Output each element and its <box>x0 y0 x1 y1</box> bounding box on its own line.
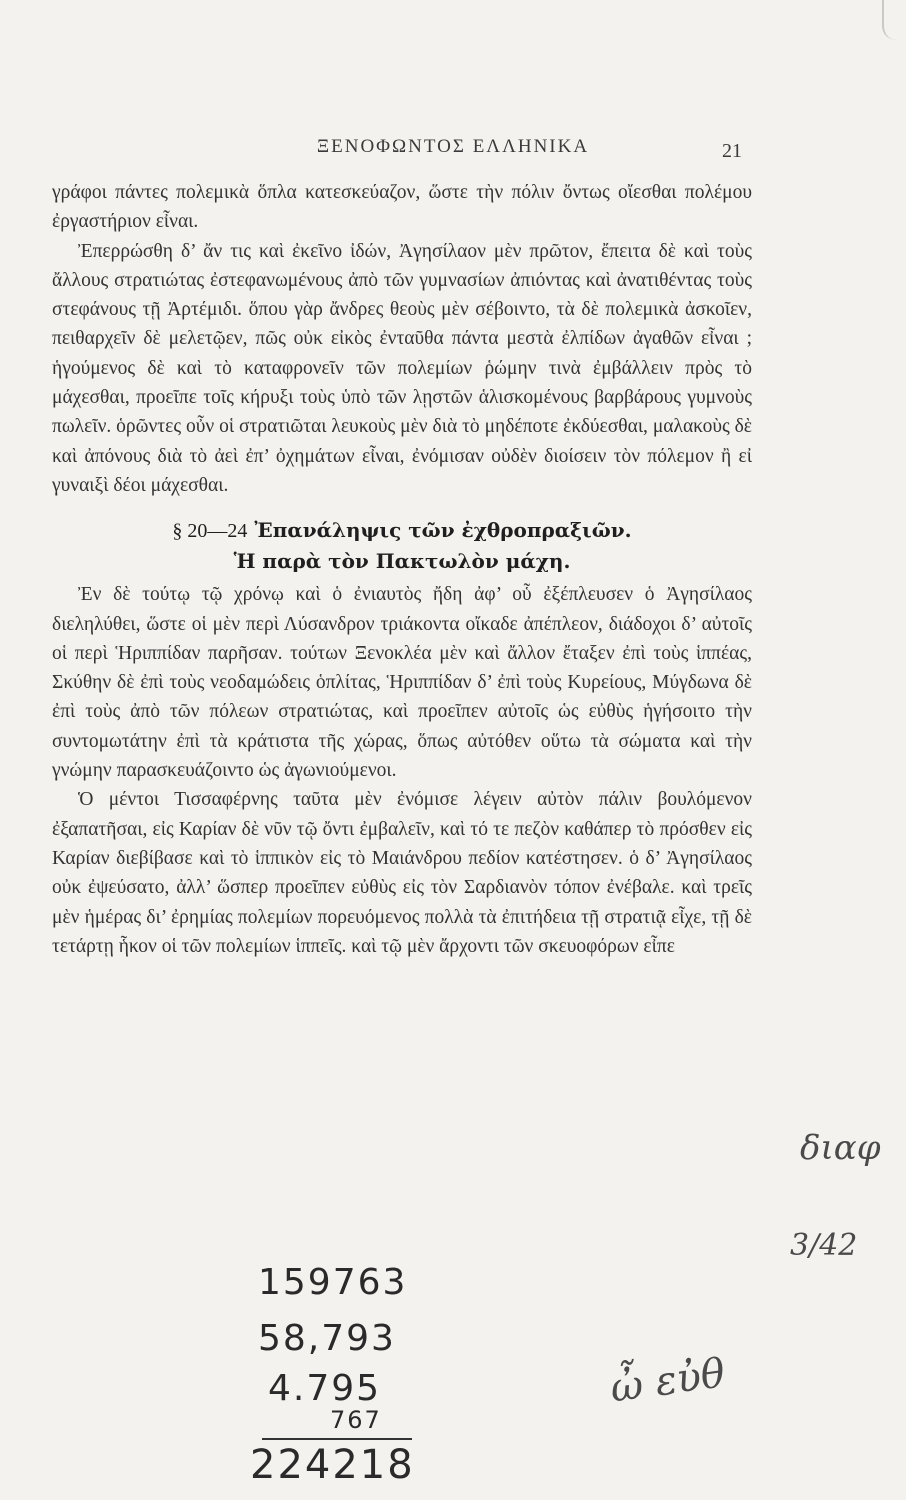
handwritten-sum-line: 767 <box>330 1406 382 1434</box>
paragraph: Ἐπερρώσθη δ’ ἄν τις καὶ ἐκεῖνο ἰδών, Ἀγησίλαον μὲν πρῶτον, ἔπειτα δὲ καὶ τοὺς ἄλλους στρατιώτας ἐστεφανωμένους ἀπὸ τῶν γυμνασίων ἀπιόντας καὶ ἀνατιθέντας τοὺς στεφάνους τῇ Ἀρτέμιδι. ὅπου γὰρ ἄνδρες θεοὺς μὲν σέβοιντο, τὰ δὲ πολεμικὰ ἀσκοῖεν, πειθαρχεῖν δὲ μελετῷεν, πῶς οὐκ εἰκὸς ἐνταῦθα πάντα μεστὰ ἐλπίδων ἀγαθῶν εἶναι ; ἡγούμενος δὲ καὶ τὸ καταφρονεῖν τῶν πολεμίων ῥώμην τινὰ ἐμβάλλειν πρὸς τὸ μάχεσθαι, προεῖπε τοῖς κήρυξι τοὺς ὑπὸ τῶν λῃστῶν ἁλισκομένους βαρβάρους γυμνοὺς πωλεῖν. ὁρῶντες οὖν οἱ στρατιῶται λευκοὺς μὲν διὰ τὸ μηδέποτε ἐκδύεσθαι, μαλακοὺς δὲ καὶ ἀπόνους διὰ τὸ ἀεὶ ἐπ’ ὀχημάτων εἶναι, ἐνόμισαν οὐδὲν διοίσειν τὸν πόλεμον ἢ εἰ γυναιξὶ δέοι μάχεσθαι. <box>52 240 752 496</box>
handwritten-sum-line: 58,793 <box>258 1318 396 1359</box>
handwritten-margin-word: διαφ <box>800 1128 881 1168</box>
main-text <box>52 178 752 961</box>
section-title-line2: Ἡ παρὰ τὸν Πακτωλὸν μάχη. <box>233 549 571 574</box>
handwritten-sum-rule <box>262 1438 412 1440</box>
running-title: ΞΕΝΟΦΩΝΤΟΣ ΕΛΛΗΝΙΚΑ <box>316 136 590 157</box>
page-corner-stain <box>882 0 906 40</box>
section-heading <box>52 515 752 576</box>
handwritten-scrawl: ὦ εὐθ <box>607 1350 728 1412</box>
page-number: 21 <box>722 140 742 162</box>
section-number: § 20—24 <box>172 520 248 543</box>
handwritten-sum-total: 224218 <box>250 1442 415 1488</box>
handwritten-sum-line: 4.795 <box>268 1368 382 1409</box>
section-title-line1: Ἐπανάληψις τῶν ἐχθροπραξιῶν. <box>254 518 632 543</box>
paragraph-continuation: γράφοι πάντες πολεμικὰ ὅπλα κατεσκεύαζον, ὥστε τὴν πόλιν ὄντως οἴεσθαι πολέμου ἐργαστήριον εἶναι. <box>52 182 752 233</box>
paragraph: Ὁ μέντοι Τισσαφέρνης ταῦτα μὲν ἐνόμισε λέγειν αὐτὸν πάλιν βουλόμενον ἐξαπατῆσαι, εἰς Καρίαν δὲ νῦν τῷ ὄντι ἐμβαλεῖν, καὶ τό τε πεζὸν καθάπερ τὸ πρόσθεν εἰς Καρίαν διεβίβασε καὶ τὸ ἱππικὸν εἰς τὸ Μαιάνδρου πεδίον κατέστησεν. ὁ δ’ Ἀγησίλαος οὐκ ἐψεύσατο, ἀλλ’ ὥσπερ προεῖπεν εὐθὺς εἰς τὸν Σαρδιανὸν τόπον ἐνέβαλε. καὶ τρεῖς μὲν ἡμέρας δι’ ἐρημίας πολεμίων πορευόμενος πολλὰ τὰ ἐπιτήδεια τῇ στρατιᾷ εἶχε, τῇ δὲ τετάρτῃ ἧκον οἱ τῶν πολεμίων ἱππεῖς. καὶ τῷ μὲν ἄρχοντι τῶν σκευοφόρων εἶπε <box>52 789 752 957</box>
paragraph: Ἐν δὲ τούτῳ τῷ χρόνῳ καὶ ὁ ἐνιαυτὸς ἤδη ἀφ’ οὗ ἐξέπλευσεν ὁ Ἀγησίλαος διεληλύθει, ὥστε οἱ μὲν περὶ Λύσανδρον τριάκοντα οἴκαδε ἀπέπλεον, διάδοχοι δ’ αὐτοῖς οἱ περὶ Ἡριππίδαν παρῆσαν. τούτων Ξενοκλέα μὲν καὶ ἄλλον ἔταξεν ἐπὶ τοὺς ἱππέας, Σκύθην δὲ ἐπὶ τοὺς νεοδαμώδεις ὁπλίτας, Ἡριππίδαν δ’ ἐπὶ τοὺς Κυρείους, Μύγδωνα δὲ ἐπὶ τοὺς ἀπὸ τῶν πόλεων στρατιώτας, καὶ προεῖπεν αὐτοῖς ὡς εὐθὺς ἡγήσοιτο τὴν συντομωτάτην ἐπὶ τὰ κράτιστα τῆς χώρας, ὅπως αὐτόθεν οὕτω τὰ σώματα καὶ τὴν γνώμην παρασκευάζοιντο ὡς ἀγωνιούμενοι. <box>52 584 752 782</box>
handwritten-sum-line: 159763 <box>258 1262 408 1303</box>
handwritten-margin-fraction: 3/42 <box>790 1228 858 1263</box>
